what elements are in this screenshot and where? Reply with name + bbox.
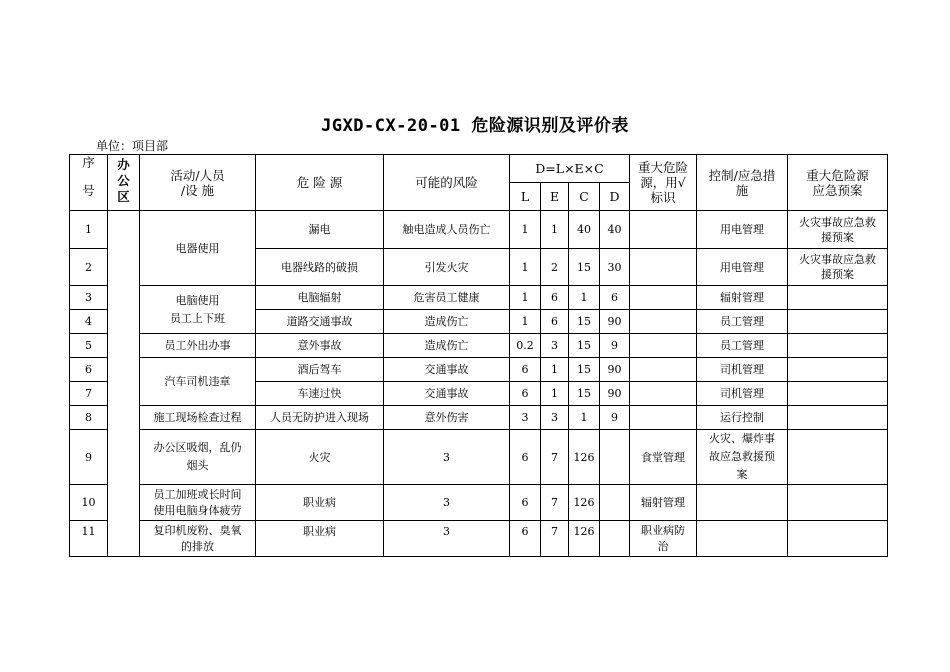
cell-control: 司机管理 xyxy=(697,358,788,382)
cell-C: 126 xyxy=(569,521,600,557)
cell-C: 1 xyxy=(569,286,600,310)
hazard-table xyxy=(69,154,888,557)
cell-C: 126 xyxy=(569,485,600,521)
header-D: D xyxy=(600,183,630,211)
cell-seq: 9 xyxy=(70,430,108,485)
cell-E: 3 xyxy=(541,406,569,430)
header-major: 重大危险 源，用√ 标识 xyxy=(630,155,697,211)
header-plan: 重大危险源 应急预案 xyxy=(788,155,888,211)
cell-seq: 3 xyxy=(70,286,108,310)
cell-D: 9 xyxy=(600,406,630,430)
cell-major xyxy=(630,334,697,358)
cell-plan: 火灾事故应急救 援预案 xyxy=(788,249,888,286)
cell-plan xyxy=(788,430,888,485)
cell-hazard: 漏电 xyxy=(256,211,384,249)
cell-risk: 交通事故 xyxy=(384,358,510,382)
cell-E: 6 xyxy=(541,310,569,334)
cell-C: 15 xyxy=(569,249,600,286)
cell-activity: 汽车司机违章 xyxy=(140,358,256,406)
cell-activity: 电器使用 xyxy=(140,211,256,286)
cell-L: 3 xyxy=(510,406,541,430)
cell-E: 1 xyxy=(541,358,569,382)
cell-plan xyxy=(788,406,888,430)
cell-major xyxy=(630,358,697,382)
cell-D: 6 xyxy=(600,286,630,310)
cell-control: 司机管理 xyxy=(697,382,788,406)
cell-risk: 3 xyxy=(384,430,510,485)
cell-control xyxy=(697,521,788,557)
cell-hazard: 道路交通事故 xyxy=(256,310,384,334)
cell-plan xyxy=(788,521,888,557)
cell-E: 7 xyxy=(541,521,569,557)
cell-L: 1 xyxy=(510,286,541,310)
cell-major xyxy=(630,286,697,310)
cell-hazard: 电器线路的破损 xyxy=(256,249,384,286)
header-area: 办 公 区 xyxy=(108,155,140,211)
cell-seq: 7 xyxy=(70,382,108,406)
header-E: E xyxy=(541,183,569,211)
cell-E: 7 xyxy=(541,485,569,521)
cell-L: 6 xyxy=(510,430,541,485)
cell-L: 0.2 xyxy=(510,334,541,358)
header-seq-top: 序 xyxy=(82,155,95,170)
cell-activity: 复印机废粉、臭氧 的排放 xyxy=(140,521,256,557)
cell-seq: 4 xyxy=(70,310,108,334)
table-row xyxy=(70,211,888,249)
cell-risk: 3 xyxy=(384,485,510,521)
table-row xyxy=(70,406,888,430)
cell-control: 辐射管理 xyxy=(697,286,788,310)
table-row xyxy=(70,334,888,358)
cell-C: 126 xyxy=(569,430,600,485)
cell-plan xyxy=(788,286,888,310)
area-column xyxy=(108,211,140,557)
cell-E: 2 xyxy=(541,249,569,286)
cell-risk: 交通事故 xyxy=(384,382,510,406)
cell-risk: 触电造成人员伤亡 xyxy=(384,211,510,249)
cell-L: 1 xyxy=(510,310,541,334)
cell-seq: 1 xyxy=(70,211,108,249)
cell-E: 7 xyxy=(541,430,569,485)
header-C: C xyxy=(569,183,600,211)
header-risk: 可能的风险 xyxy=(384,155,510,211)
cell-major xyxy=(630,211,697,249)
cell-D: 30 xyxy=(600,249,630,286)
cell-seq: 8 xyxy=(70,406,108,430)
header-control: 控制/应急措 施 xyxy=(697,155,788,211)
cell-E: 1 xyxy=(541,211,569,249)
cell-risk: 造成伤亡 xyxy=(384,310,510,334)
cell-control: 运行控制 xyxy=(697,406,788,430)
cell-hazard: 电脑辐射 xyxy=(256,286,384,310)
cell-plan xyxy=(788,358,888,382)
cell-control: 员工管理 xyxy=(697,334,788,358)
cell-hazard: 人员无防护进入现场 xyxy=(256,406,384,430)
cell-control: 用电管理 xyxy=(697,249,788,286)
cell-L: 1 xyxy=(510,249,541,286)
cell-major xyxy=(630,310,697,334)
header-seq xyxy=(70,155,108,211)
cell-seq: 5 xyxy=(70,334,108,358)
cell-E: 3 xyxy=(541,334,569,358)
cell-plan xyxy=(788,310,888,334)
document-title: JGXD-CX-20-01 危险源识别及评价表 xyxy=(321,116,629,136)
cell-risk: 造成伤亡 xyxy=(384,334,510,358)
cell-seq: 2 xyxy=(70,249,108,286)
cell-C: 15 xyxy=(569,358,600,382)
cell-seq: 10 xyxy=(70,485,108,521)
cell-control: 员工管理 xyxy=(697,310,788,334)
table-row xyxy=(70,430,888,485)
cell-D xyxy=(600,485,630,521)
cell-E: 1 xyxy=(541,382,569,406)
cell-major xyxy=(630,382,697,406)
table-row xyxy=(70,358,888,382)
cell-D: 9 xyxy=(600,334,630,358)
cell-D: 90 xyxy=(600,358,630,382)
cell-C: 15 xyxy=(569,382,600,406)
cell-L: 6 xyxy=(510,485,541,521)
cell-L: 6 xyxy=(510,358,541,382)
table-row xyxy=(70,286,888,310)
cell-hazard: 酒后驾车 xyxy=(256,358,384,382)
cell-activity: 员工加班或长时间 使用电脑身体疲劳 xyxy=(140,485,256,521)
cell-plan: 火灾事故应急救 援预案 xyxy=(788,211,888,249)
cell-hazard: 火灾 xyxy=(256,430,384,485)
cell-hazard: 车速过快 xyxy=(256,382,384,406)
cell-D: 90 xyxy=(600,310,630,334)
header-L: L xyxy=(510,183,541,211)
table-row xyxy=(70,485,888,521)
cell-hazard: 职业病 xyxy=(256,521,384,557)
cell-D: 90 xyxy=(600,382,630,406)
cell-activity: 员工外出办事 xyxy=(140,334,256,358)
cell-seq: 11 xyxy=(70,521,108,557)
cell-D xyxy=(600,521,630,557)
cell-major: 食堂管理 xyxy=(630,430,697,485)
cell-risk: 意外伤害 xyxy=(384,406,510,430)
cell-control: 火灾、爆炸事 故应急救援预 案 xyxy=(697,430,788,485)
cell-risk: 3 xyxy=(384,521,510,557)
cell-major xyxy=(630,249,697,286)
cell-control: 用电管理 xyxy=(697,211,788,249)
cell-plan xyxy=(788,334,888,358)
cell-activity: 施工现场检查过程 xyxy=(140,406,256,430)
cell-seq: 6 xyxy=(70,358,108,382)
cell-major xyxy=(630,406,697,430)
cell-hazard: 意外事故 xyxy=(256,334,384,358)
cell-risk: 危害员工健康 xyxy=(384,286,510,310)
cell-L: 6 xyxy=(510,382,541,406)
cell-C: 1 xyxy=(569,406,600,430)
cell-risk: 引发火灾 xyxy=(384,249,510,286)
cell-plan xyxy=(788,485,888,521)
cell-L: 1 xyxy=(510,211,541,249)
header-seq-bottom: 号 xyxy=(82,183,95,198)
cell-C: 15 xyxy=(569,334,600,358)
header-activity: 活动/人员 /设 施 xyxy=(140,155,256,211)
cell-C: 40 xyxy=(569,211,600,249)
unit-label: 单位：项目部 xyxy=(96,139,169,153)
cell-C: 15 xyxy=(569,310,600,334)
cell-L: 6 xyxy=(510,521,541,557)
cell-activity: 办公区吸烟，乱仍 烟头 xyxy=(140,430,256,485)
cell-E: 6 xyxy=(541,286,569,310)
cell-activity: 电脑使用 员工上下班 xyxy=(140,286,256,334)
cell-major: 职业病防 治 xyxy=(630,521,697,557)
cell-D xyxy=(600,430,630,485)
table-row xyxy=(70,521,888,557)
header-hazard: 危 险 源 xyxy=(256,155,384,211)
cell-control xyxy=(697,485,788,521)
cell-plan xyxy=(788,382,888,406)
cell-hazard: 职业病 xyxy=(256,485,384,521)
cell-D: 40 xyxy=(600,211,630,249)
header-formula: D=L×E×C xyxy=(510,155,630,183)
cell-major: 辐射管理 xyxy=(630,485,697,521)
